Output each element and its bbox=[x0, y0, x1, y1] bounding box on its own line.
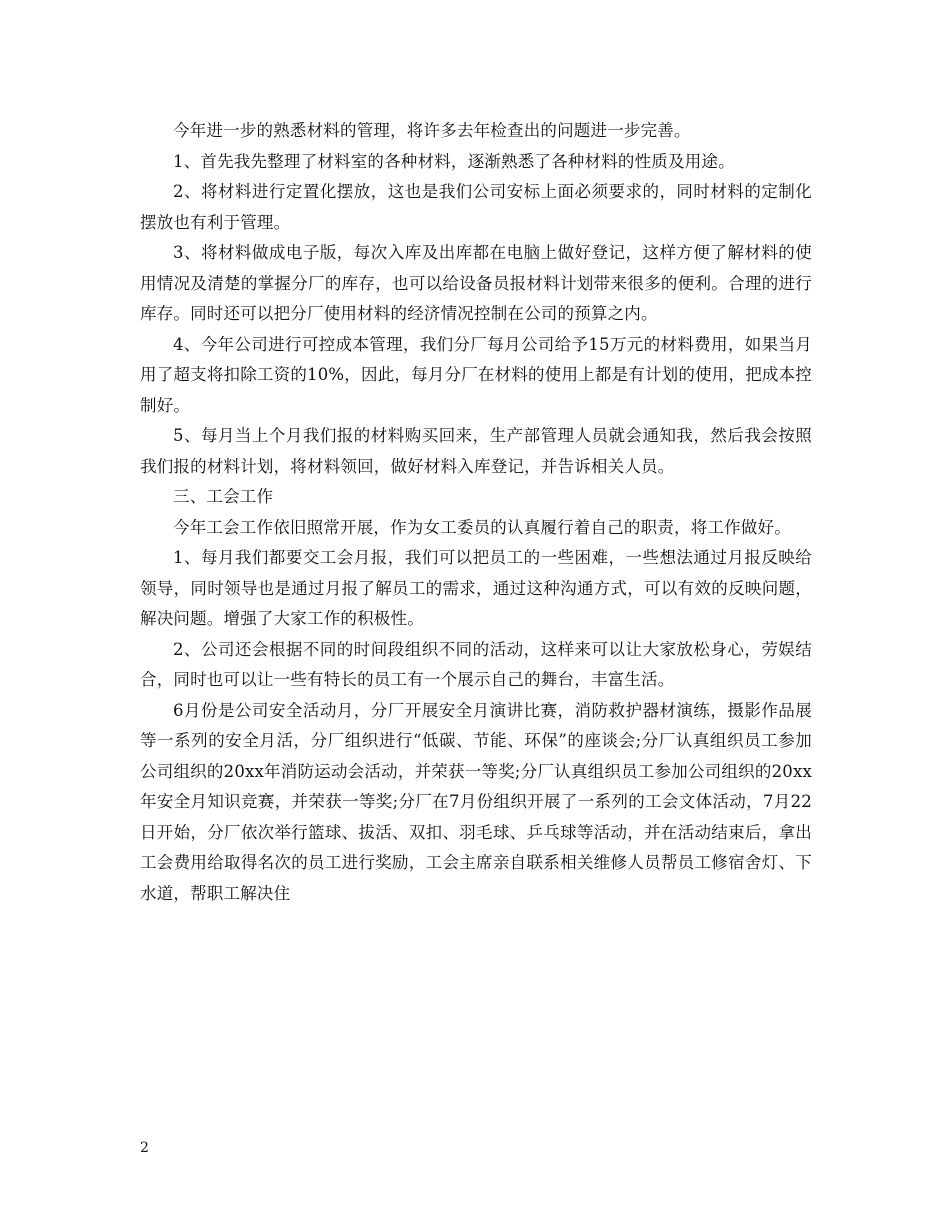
page-number: 2 bbox=[140, 1140, 149, 1156]
paragraph-intro: 今年进一步的熟悉材料的管理，将许多去年检查出的问题进一步完善。 bbox=[173, 121, 691, 140]
paragraph-union-item-1: 1、每月我们都要交工会月报，我们可以把员工的一些困难，一些想法通过月报反映给领导，同时领导也是通过月报了解员工的需求，通过这种沟通方式，可以有效的反映问题，解决问题。增强了大家工作的积极性。 bbox=[140, 548, 812, 628]
body-text bbox=[140, 116, 812, 909]
paragraph-june-activities: 6月份是公司安全活动月，分厂开展安全月演讲比赛，消防救护器材演练，摄影作品展等一系列的安全月活，分厂组织进行“低碳、节能、环保”的座谈会;分厂认真组织员工参加公司组织的20xx年消防运动会活动，并荣获一等奖;分厂认真组织员工参加公司组织的20xx年安全月知识竞赛，并荣获一等奖;分厂在7月份组织开展了一系列的工会文体活动，7月22日开始，分厂依次举行篮球、拔活、双扣、羽毛球、乒乓球等活动，并在活动结束后，拿出工会费用给取得名次的员工进行奖励，工会主席亲自联系相关维修人员帮员工修宿舍灯、下水道，帮职工解决住 bbox=[140, 700, 812, 903]
paragraph-union-item-2: 2、公司还会根据不同的时间段组织不同的活动，这样来可以让大家放松身心，劳娱结合，同时也可以让一些有特长的员工有一个展示自己的舞台，丰富生活。 bbox=[140, 639, 812, 689]
paragraph-item-2: 2、将材料进行定置化摆放，这也是我们公司安标上面必须要求的，同时材料的定制化摆放也有利于管理。 bbox=[140, 182, 812, 232]
section-heading-union-work: 三、工会工作 bbox=[173, 487, 274, 506]
paragraph-item-3: 3、将材料做成电子版，每次入库及出库都在电脑上做好登记，这样方便了解材料的使用情况及清楚的掌握分厂的库存，也可以给设备员报材料计划带来很多的便利。合理的进行库存。同时还可以把分厂使用材料的经济情况控制在公司的预算之内。 bbox=[140, 243, 812, 323]
paragraph-item-4: 4、今年公司进行可控成本管理，我们分厂每月公司给予15万元的材料费用，如果当月用了超支将扣除工资的10%，因此，每月分厂在材料的使用上都是有计划的使用，把成本控制好。 bbox=[140, 334, 812, 415]
paragraph-item-5: 5、每月当上个月我们报的材料购买回来，生产部管理人员就会通知我，然后我会按照我们报的材料计划，将材料领回，做好材料入库登记，并告诉相关人员。 bbox=[140, 426, 812, 476]
paragraph-item-1: 1、首先我先整理了材料室的各种材料，逐渐熟悉了各种材料的性质及用途。 bbox=[173, 151, 735, 171]
paragraph-union-intro: 今年工会工作依旧照常开展，作为女工委员的认真履行着自己的职责，将工作做好。 bbox=[173, 517, 791, 537]
